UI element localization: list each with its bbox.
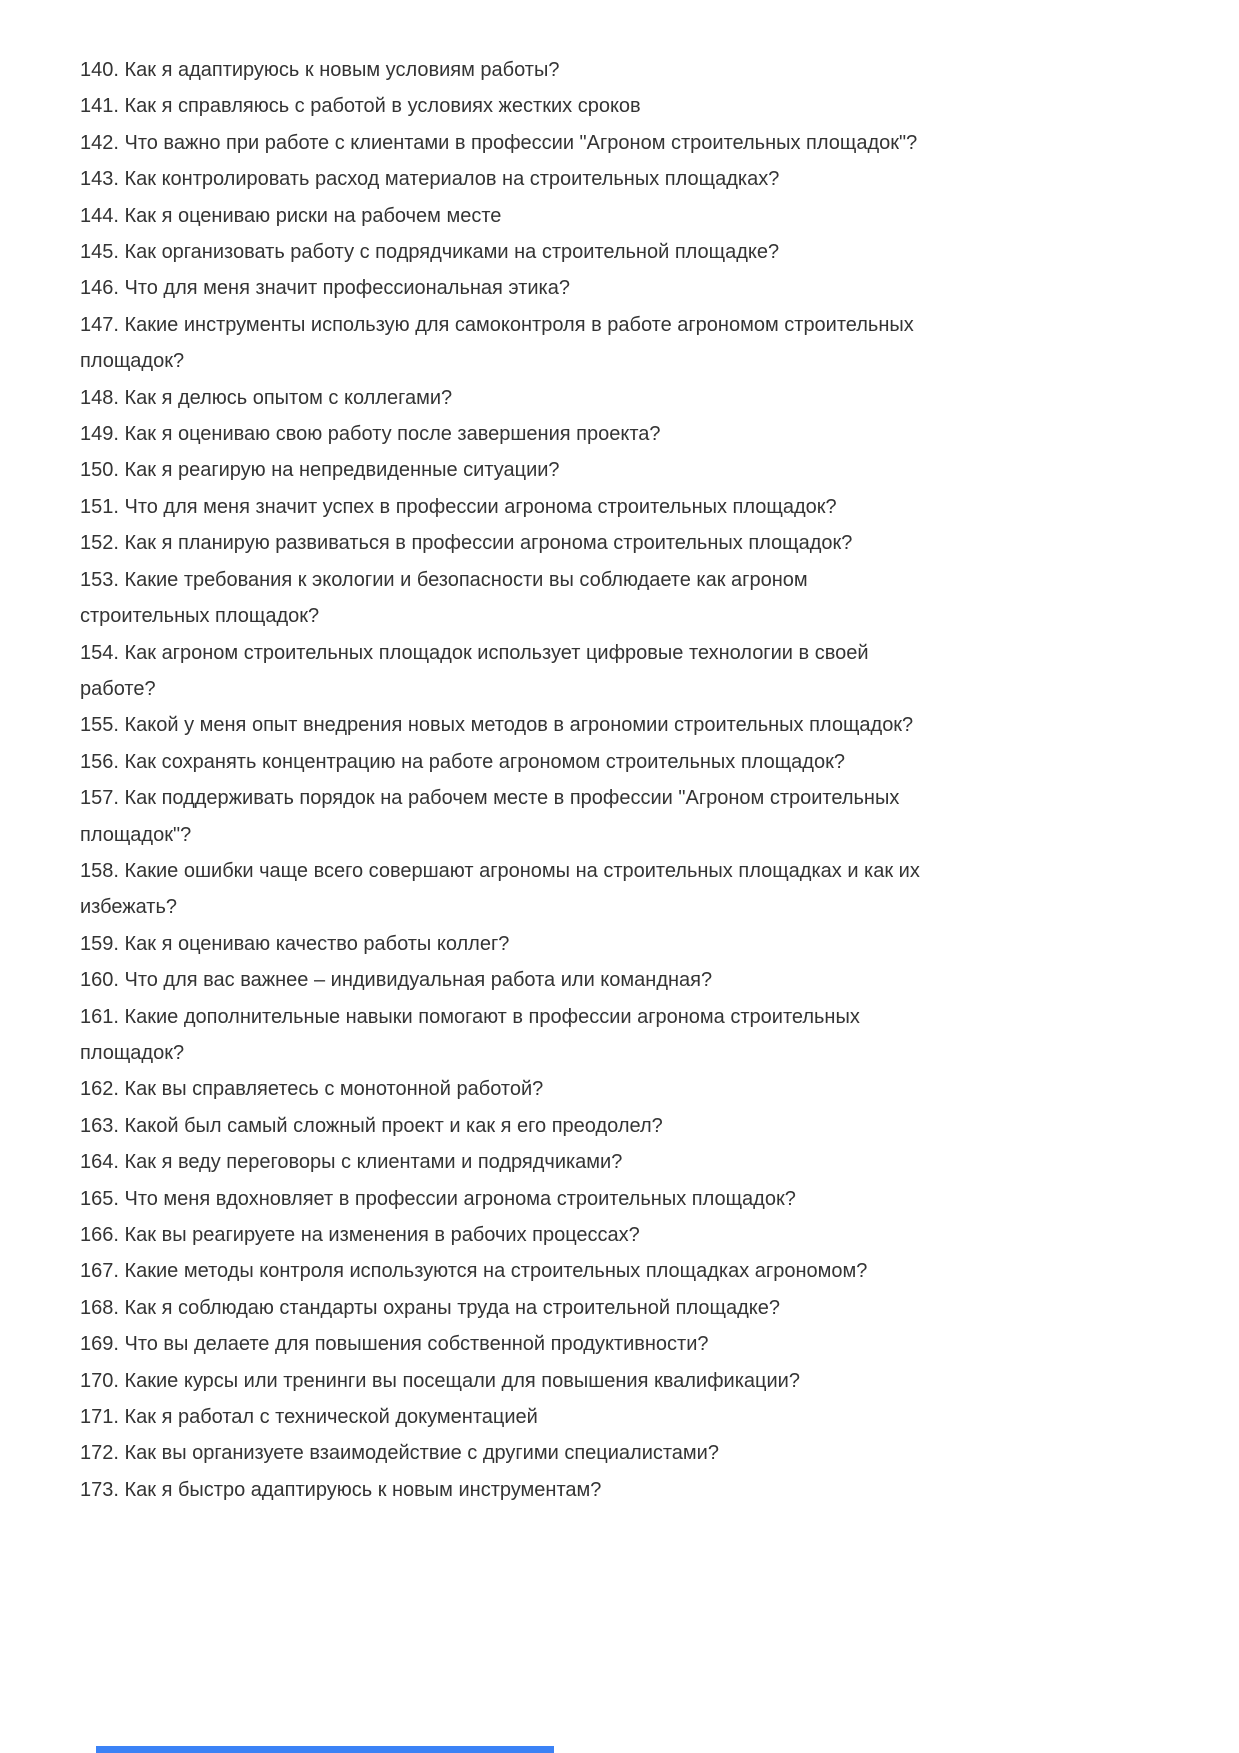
question-line: 152. Как я планирую развиваться в профессии агронома строительных площадок?	[80, 532, 853, 555]
question-line: 160. Что для вас важнее – индивидуальная работа или командная?	[80, 969, 713, 992]
list-item	[80, 1144, 1155, 1180]
question-line: площадок?	[80, 1041, 185, 1064]
list-item	[80, 1181, 1155, 1217]
question-line: 172. Как вы организуете взаимодействие с другими специалистами?	[80, 1442, 719, 1465]
list-item	[80, 416, 1155, 452]
list-item	[80, 1253, 1155, 1289]
list-item	[80, 635, 1155, 708]
list-item	[80, 161, 1155, 197]
list-item	[80, 234, 1155, 270]
question-line: работе?	[80, 677, 156, 700]
question-line: 145. Как организовать работу с подрядчиками на строительной площадке?	[80, 241, 780, 264]
question-line: 165. Что меня вдохновляет в профессии агронома строительных площадок?	[80, 1187, 796, 1210]
question-line: 163. Какой был самый сложный проект и как я его преодолел?	[80, 1114, 663, 1137]
question-line: площадок"?	[80, 823, 192, 846]
question-line: 140. Как я адаптируюсь к новым условиям работы?	[80, 59, 560, 81]
list-item	[80, 962, 1155, 998]
question-line: 151. Что для меня значит успех в профессии агронома строительных площадок?	[80, 495, 837, 518]
question-line: 161. Какие дополнительные навыки помогают в профессии агронома строительных	[80, 1005, 860, 1028]
question-line: 144. Как я оцениваю риски на рабочем месте	[80, 204, 502, 227]
question-line: 141. Как я справляюсь с работой в условиях жестких сроков	[80, 95, 641, 118]
question-line: 149. Как я оцениваю свою работу после завершения проекта?	[80, 423, 661, 446]
list-item	[80, 926, 1155, 962]
question-line: 173. Как я быстро адаптируюсь к новым инструментам?	[80, 1478, 602, 1501]
question-line: 146. Что для меня значит профессиональная этика?	[80, 277, 570, 300]
bottom-blue-bar	[96, 1746, 554, 1753]
question-line: 158. Какие ошибки чаще всего совершают агрономы на строительных площадках и как их	[80, 859, 920, 882]
question-line: 147. Какие инструменты использую для самоконтроля в работе агрономом строительных	[80, 313, 914, 336]
question-line: 164. Как я веду переговоры с клиентами и подрядчиками?	[80, 1151, 623, 1174]
list-item	[80, 270, 1155, 306]
list-item	[80, 52, 1155, 88]
question-list	[80, 52, 1155, 1508]
question-line: избежать?	[80, 896, 178, 919]
list-item	[80, 780, 1155, 853]
list-item	[80, 1435, 1155, 1471]
list-item	[80, 125, 1155, 161]
list-item	[80, 1217, 1155, 1253]
list-item	[80, 853, 1155, 926]
list-item	[80, 1071, 1155, 1107]
question-line: 167. Какие методы контроля используются на строительных площадках агрономом?	[80, 1260, 868, 1283]
list-item	[80, 744, 1155, 780]
list-item	[80, 1108, 1155, 1144]
question-line: 171. Как я работал с технической документацией	[80, 1406, 538, 1429]
question-line: 143. Как контролировать расход материалов на строительных площадках?	[80, 168, 780, 191]
question-line: 157. Как поддерживать порядок на рабочем месте в профессии "Агроном строительных	[80, 787, 900, 810]
list-item	[80, 452, 1155, 488]
question-line: 170. Какие курсы или тренинги вы посещали для повышения квалификации?	[80, 1369, 800, 1392]
question-line: строительных площадок?	[80, 605, 320, 628]
question-line: 166. Как вы реагируете на изменения в рабочих процессах?	[80, 1224, 640, 1246]
question-line: 142. Что важно при работе с клиентами в профессии "Агроном строительных площадок"?	[80, 131, 918, 154]
list-item	[80, 1363, 1155, 1399]
question-line: 159. Как я оцениваю качество работы коллег?	[80, 932, 510, 955]
question-line: площадок?	[80, 350, 185, 373]
question-line: 162. Как вы справляетесь с монотонной работой?	[80, 1078, 544, 1101]
list-item	[80, 88, 1155, 124]
list-item	[80, 525, 1155, 561]
question-line: 148. Как я делюсь опытом с коллегами?	[80, 386, 453, 409]
list-item	[80, 562, 1155, 635]
list-item	[80, 198, 1155, 234]
question-line: 168. Как я соблюдаю стандарты охраны труда на строительной площадке?	[80, 1296, 780, 1319]
question-line: 169. Что вы делаете для повышения собственной продуктивности?	[80, 1333, 709, 1356]
question-line: 156. Как сохранять концентрацию на работе агрономом строительных площадок?	[80, 750, 845, 773]
list-item	[80, 1399, 1155, 1435]
list-item	[80, 1326, 1155, 1362]
list-item	[80, 999, 1155, 1072]
question-line: 150. Как я реагирую на непредвиденные ситуации?	[80, 459, 560, 482]
question-line: 155. Какой у меня опыт внедрения новых методов в агрономии строительных площадок?	[80, 714, 914, 737]
list-item	[80, 1472, 1155, 1508]
question-line: 154. Как агроном строительных площадок использует цифровые технологии в своей	[80, 641, 869, 664]
list-item	[80, 380, 1155, 416]
list-item	[80, 1290, 1155, 1326]
list-item	[80, 707, 1155, 743]
question-line: 153. Какие требования к экологии и безопасности вы соблюдаете как агроном	[80, 568, 808, 591]
list-item	[80, 307, 1155, 380]
list-item	[80, 489, 1155, 525]
